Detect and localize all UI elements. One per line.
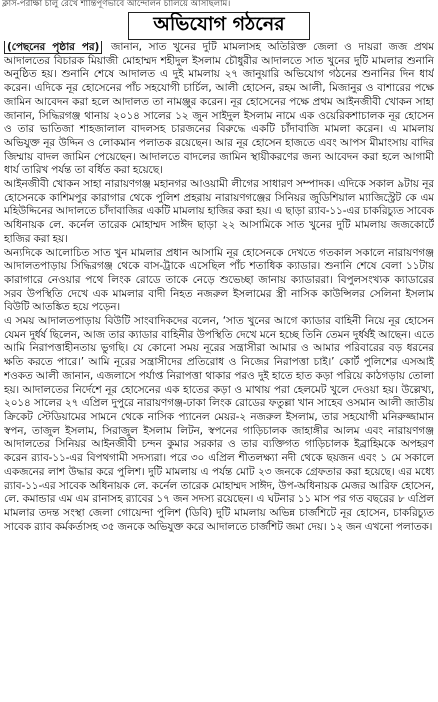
article-paragraph: এ সময় আদালতপাড়ায় বিউটি সাংবাদিকদের বলেন, ‘সাত খুনের আগে ক্যাডার বাহিনী নিয়ে নূর হোসেন যেমন দুর্ধর্ষ ছিলেন, আজ তার ক্যাডার বাহিনীর উপস্থিতি দেখে মনে হচ্ছে তিনি তেমন দুর্ধর্ষই আছেন। এতে আমি নিরাপত্তাহীনতায় ভুগছি। যে কোনো সময় নূরের সন্ত্রাসীরা আমার ও আমার পরিবারের বড় ধরনের ক্ষতি করতে পারে।’ আমি নূরের সন্ত্রাসীদের প্রতিরোধ ও নিজের নিরাপত্তা চাই।’ কোর্ট পুলিশের এসআই শওকত আলী জানান, এজলাসে পর্যাপ্ত নিরাপত্তা থাকার পরও দুই হাতে হাত কড়া পরিয়ে কাঠগড়ায় তোলা হয়। আদালতের নির্দেশে নূর হোসেনের এক হাতের কড়া ও মাথায় পরা হেলমেট খুলে দেওয়া হয়। উল্লেখ্য, ২০১৪ সালের ২৭ এপ্রিল দুপুরে নারায়ণগঞ্জ-ঢাকা লিংক রোডের ফতুল্লা খান সাহেব ওসমান আলী জাতীয় ক্রিকেট স্টেডিয়ামের সামনে থেকে নাসিক প্যানেল মেয়র-২ নজরুল ইসলাম, তার সহযোগী মনিরুজ্জামান স্বপন, তাজুল ইসলাম, সিরাজুল ইসলাম লিটন, স্বপনের গাড়িচালক জাহাঙ্গীর আলম এবং নারায়ণগঞ্জ আদালতের সিনিয়র আইনজীবী চন্দন কুমার সরকার ও তার ব্যক্তিগত গাড়িচালক ইব্রাহিমকে অপহরণ করেন র‌্যাব-১১-এর বিপথগামী সদস্যরা। পরে ৩০ এপ্রিল শীতলক্ষ্যা নদী থেকে ছয়জন এবং ১ মে সকালে একজনের লাশ উদ্ধার করে পুলিশ। দুটি মামলায় এ পর্যন্ত মোট ২৩ জনকে গ্রেফতার করা হয়েছে। এর মধ্যে র‌্যাব-১১-এর সাবেক অধিনায়ক লে. কর্নেল তারেক মোহাম্মদ সাঈদ, উপ-অধিনায়ক মেজর আরিফ হোসেন, লে. কমান্ডার এম এম রানাসহ র‌্যাবের ১৭ জন সদস্য রয়েছেন। এ ঘটনার ১১ মাস পর গত বছরের ৮ এপ্রিল মামলার তদন্ত সংস্থা জেলা গোয়েন্দা পুলিশ (ডিবি) দুটি মামলায় অভিন্ন চার্জশিটে নূর হোসেন, চাকরিচ্যুত সাবেক র‌্যাব কর্মকর্তাসহ ৩৫ জনকে অভিযুক্ত করে আদালতে চার্জশিট জমা দেয়। ১২ জন এখনো পলাতক। <box>4 315 434 533</box>
continuation-label: (পেছনের পৃষ্ঠার পর) <box>4 41 102 54</box>
paragraph-text: জানান, সাত খুনের দুটি মামলাসহ অতিরিক্ত জেলা ও দায়রা জজ প্রথম আদালতের বিচারক মিয়াজী মোহাম্মদ শহীদুল ইসলাম চৌধুরীর আদালতে সাত খুনের দুটি মামলার শুনানি অনুষ্ঠিত হয়। শুনানি শেষে আদালত এ দুই মামলায় ২৭ জানুয়ারি অভিযোগ গঠনের শুনানির দিন ধার্য করেন। এদিকে নূর হোসেনের পাঁচ সহযোগী চার্চিল, আলী হোসেন, রহম আলী, মিজানুর ও বাশারের পক্ষে জামিন আবেদন করা হলে আদালত তা নামঞ্জুর করেন। নূর হোসেনের পক্ষে প্রথম আইনজীবী খোকন সাহা জানান, সিদ্ধিরগঞ্জ থানায় ২০১৪ সালের ১২ জুন সাইদুল ইসলাম নামে এক ওয়েরিকশাচালক নূর হোসেন ও তার ভাতিজা শাহজালাল বাদলসহ চারজনের বিরুদ্ধে একটি চাঁদাবাজি মামলা করেন। এ মামলায় অভিযুক্ত নূর উদ্দিন ও লোকমান পলাতক রয়েছেন। আর নূর হোসেন হাজতে এবং আপস মীমাংসায় বাদির জিম্মায় বাদল জামিন পেয়েছেন। আদালতে বাদলের জামিন স্থায়ীকরণের জন্য আবেদন করা হলে আগামী ধার্য তারিখ পর্যন্ত তা বর্ধিত করা হয়েছে। <box>4 41 434 177</box>
article-paragraph: অন্যদিকে আলোচিত সাত খুন মামলার প্রধান আসামি নূর হোসেনকে দেখতে গতকাল সকালে নারায়ণগঞ্জ আদালতপাড়ায় সিদ্ধিরগঞ্জ থেকে বাস-ট্রাকে এসেছিল পাঁচ শতাধিক ক্যাডার। শুনানি শেষে বেলা ১১টায় কারাগারে নেওয়ার পথে লিংক রোডে তাকে নেড়ে শুভেচ্ছা জানায় ক্যাডাররা। বিপুলসংখ্যক ক্যাডারের সরব উপস্থিতি দেখে এক মামলার বাদী নিহত নজরুল ইসলামের স্ত্রী নাসিক কাউন্সিলর সেলিনা ইসলাম বিউটি আতঙ্কিত হয়ে পড়েন। <box>4 246 434 314</box>
article-paragraph <box>4 41 434 178</box>
article-paragraph: আইনজীবী খোকন সাহা নারায়ণগঞ্জ মহানগর আওয়ামী লীগের সাধারণ সম্পাদক। এদিকে সকাল ৯টায় নূর হোসেনকে কাশিমপুর কারাগার থেকে পুলিশ প্রহরায় নারায়ণগঞ্জের সিনিয়র জুডিশিয়াল ম্যাজিস্ট্রেট কে এম মহিউদ্দিনের আদালতে চাঁদাবাজির একটি মামলায় হাজির করা হয়। এ ছাড়া র‌্যাব-১১-এর চাকরিচ্যুত সাবেক অধিনায়ক লে. কর্নেল তারেক মোহাম্মদ সাঈদ ছাড়া ২২ আসামিকে সাত খুনের দুটি মামলায় জজকোর্টে হাজির করা হয়। <box>4 178 434 245</box>
headline: অভিযোগ গঠনের <box>128 12 310 40</box>
article-body <box>4 41 434 699</box>
previous-article-fragment: ক্লাস-পরীক্ষা চালু রেখে শান্তিপূর্ণভাবে আন্দোলন চালিয়ে আসছিলাম। <box>2 0 231 9</box>
